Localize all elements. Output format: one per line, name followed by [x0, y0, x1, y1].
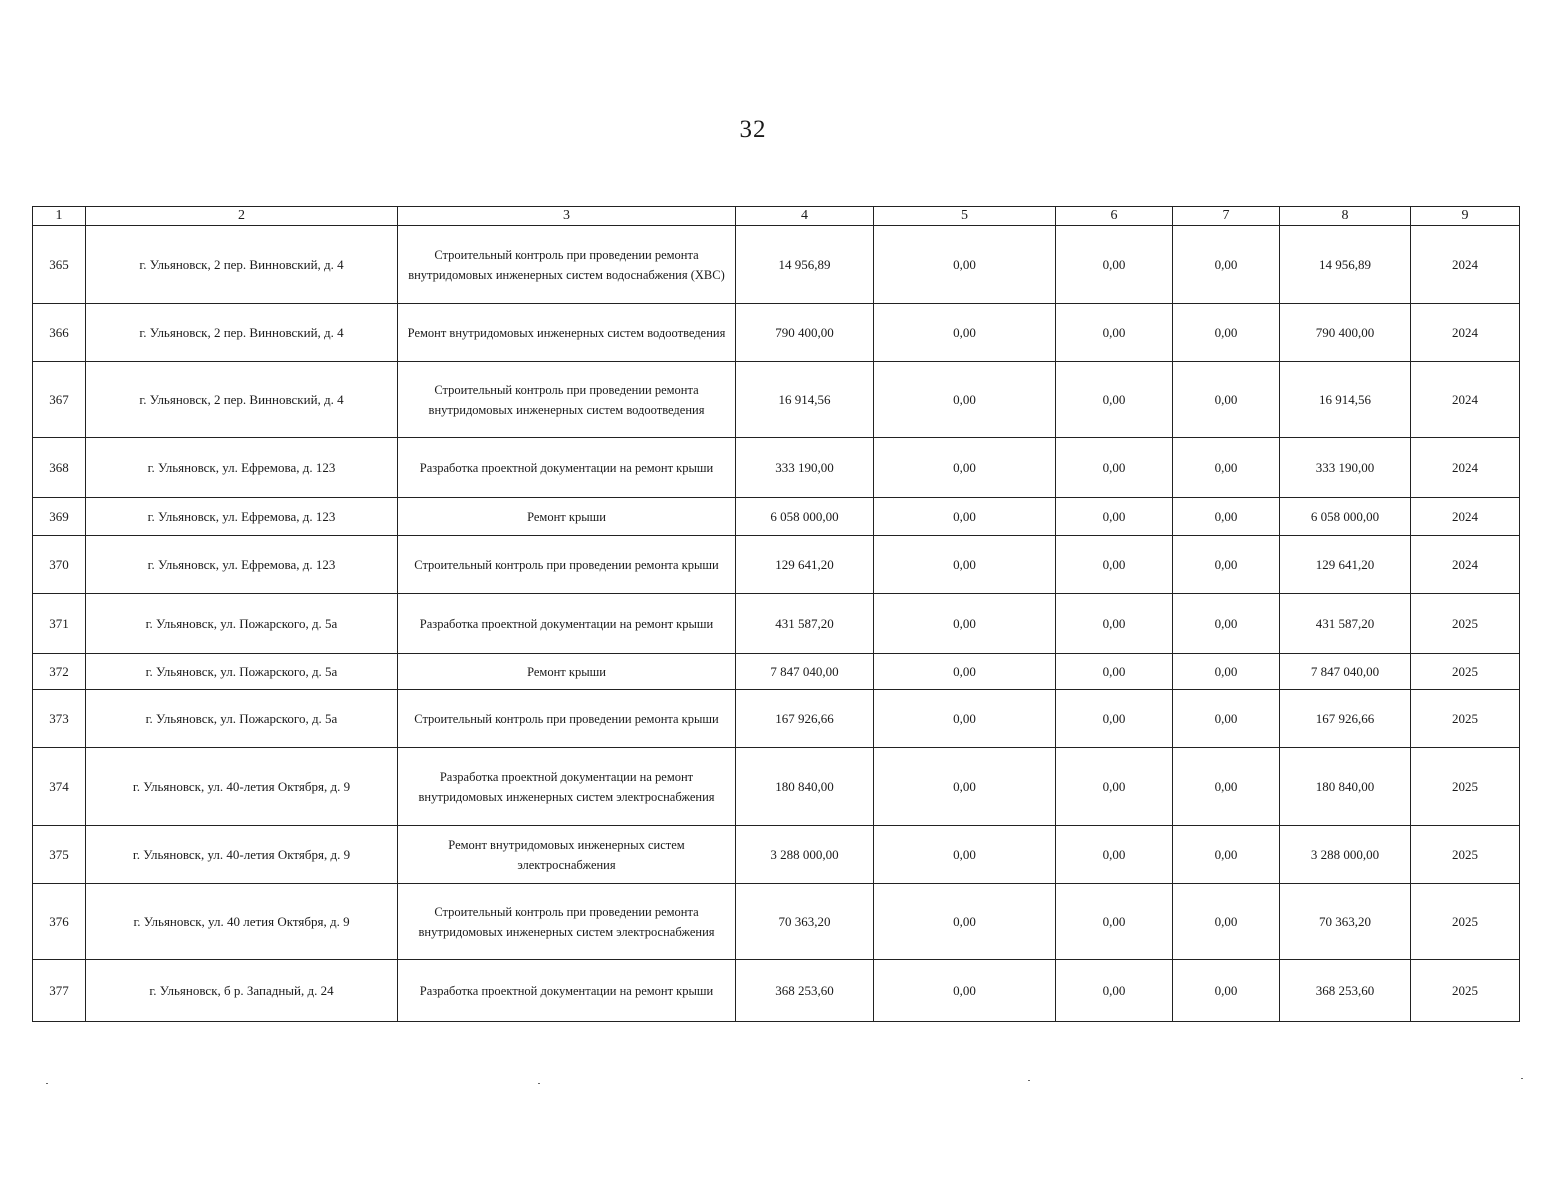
row-number: 377: [33, 960, 86, 1022]
row-amount-col4: 70 363,20: [736, 884, 874, 960]
row-amount-col8: 129 641,20: [1280, 536, 1411, 594]
row-number: 375: [33, 826, 86, 884]
row-address: г. Ульяновск, 2 пер. Винновский, д. 4: [86, 304, 398, 362]
row-amount-col8: 16 914,56: [1280, 362, 1411, 438]
row-number: 374: [33, 748, 86, 826]
row-work-type: Разработка проектной документации на ремонт внутридомовых инженерных систем электроснабжения: [398, 748, 736, 826]
row-amount-col6: 0,00: [1056, 362, 1173, 438]
column-header: 1: [33, 207, 86, 226]
row-address: г. Ульяновск, ул. Пожарского, д. 5а: [86, 594, 398, 654]
row-amount-col8: 167 926,66: [1280, 690, 1411, 748]
table-row: [33, 960, 1520, 1022]
row-amount-col5: 0,00: [874, 304, 1056, 362]
table-row: [33, 226, 1520, 304]
row-amount-col7: 0,00: [1173, 690, 1280, 748]
column-header: 5: [874, 207, 1056, 226]
column-number-row: [33, 207, 1520, 226]
row-amount-col8: 790 400,00: [1280, 304, 1411, 362]
row-year: 2025: [1411, 654, 1520, 690]
row-work-type: Ремонт крыши: [398, 498, 736, 536]
table-row: [33, 884, 1520, 960]
row-amount-col5: 0,00: [874, 884, 1056, 960]
row-address: г. Ульяновск, ул. Пожарского, д. 5а: [86, 654, 398, 690]
row-number: 370: [33, 536, 86, 594]
scan-speck: [1028, 1080, 1030, 1081]
row-amount-col5: 0,00: [874, 362, 1056, 438]
row-year: 2025: [1411, 826, 1520, 884]
table-row: [33, 594, 1520, 654]
column-header: 6: [1056, 207, 1173, 226]
row-year: 2024: [1411, 536, 1520, 594]
row-amount-col7: 0,00: [1173, 304, 1280, 362]
row-amount-col8: 70 363,20: [1280, 884, 1411, 960]
row-number: 372: [33, 654, 86, 690]
table-row: [33, 304, 1520, 362]
column-header: 7: [1173, 207, 1280, 226]
table-row: [33, 826, 1520, 884]
row-number: 371: [33, 594, 86, 654]
row-amount-col7: 0,00: [1173, 498, 1280, 536]
row-year: 2024: [1411, 226, 1520, 304]
row-year: 2024: [1411, 362, 1520, 438]
row-amount-col4: 14 956,89: [736, 226, 874, 304]
row-address: г. Ульяновск, ул. 40 летия Октября, д. 9: [86, 884, 398, 960]
row-year: 2025: [1411, 594, 1520, 654]
row-work-type: Разработка проектной документации на ремонт крыши: [398, 594, 736, 654]
column-header: 8: [1280, 207, 1411, 226]
row-address: г. Ульяновск, ул. 40-летия Октября, д. 9: [86, 826, 398, 884]
row-amount-col6: 0,00: [1056, 304, 1173, 362]
row-amount-col7: 0,00: [1173, 226, 1280, 304]
row-amount-col8: 3 288 000,00: [1280, 826, 1411, 884]
page-number: 32: [739, 116, 767, 143]
row-amount-col7: 0,00: [1173, 654, 1280, 690]
row-work-type: Ремонт внутридомовых инженерных систем электроснабжения: [398, 826, 736, 884]
row-number: 368: [33, 438, 86, 498]
row-work-type: Строительный контроль при проведении ремонта внутридомовых инженерных систем электроснабжения: [398, 884, 736, 960]
row-amount-col5: 0,00: [874, 438, 1056, 498]
table-row: [33, 498, 1520, 536]
row-number: 369: [33, 498, 86, 536]
row-address: г. Ульяновск, 2 пер. Винновский, д. 4: [86, 362, 398, 438]
row-amount-col5: 0,00: [874, 226, 1056, 304]
row-year: 2025: [1411, 884, 1520, 960]
row-amount-col4: 333 190,00: [736, 438, 874, 498]
row-address: г. Ульяновск, 2 пер. Винновский, д. 4: [86, 226, 398, 304]
table-row: [33, 690, 1520, 748]
column-header: 9: [1411, 207, 1520, 226]
row-amount-col7: 0,00: [1173, 884, 1280, 960]
row-year: 2024: [1411, 438, 1520, 498]
column-header: 2: [86, 207, 398, 226]
row-amount-col7: 0,00: [1173, 536, 1280, 594]
row-amount-col4: 431 587,20: [736, 594, 874, 654]
row-number: 376: [33, 884, 86, 960]
row-amount-col4: 790 400,00: [736, 304, 874, 362]
row-work-type: Строительный контроль при проведении ремонта крыши: [398, 536, 736, 594]
row-address: г. Ульяновск, ул. Ефремова, д. 123: [86, 498, 398, 536]
row-amount-col5: 0,00: [874, 498, 1056, 536]
table-row: [33, 654, 1520, 690]
row-work-type: Ремонт крыши: [398, 654, 736, 690]
row-amount-col8: 6 058 000,00: [1280, 498, 1411, 536]
row-amount-col4: 180 840,00: [736, 748, 874, 826]
row-address: г. Ульяновск, б р. Западный, д. 24: [86, 960, 398, 1022]
row-number: 373: [33, 690, 86, 748]
row-amount-col6: 0,00: [1056, 826, 1173, 884]
row-number: 366: [33, 304, 86, 362]
table-row: [33, 536, 1520, 594]
column-header: 4: [736, 207, 874, 226]
row-address: г. Ульяновск, ул. Пожарского, д. 5а: [86, 690, 398, 748]
row-amount-col4: 3 288 000,00: [736, 826, 874, 884]
table-row: [33, 748, 1520, 826]
row-amount-col4: 167 926,66: [736, 690, 874, 748]
row-work-type: Разработка проектной документации на ремонт крыши: [398, 438, 736, 498]
row-amount-col8: 14 956,89: [1280, 226, 1411, 304]
scan-speck: [1521, 1078, 1523, 1079]
row-amount-col6: 0,00: [1056, 654, 1173, 690]
register-table: [32, 206, 1520, 1022]
row-amount-col5: 0,00: [874, 826, 1056, 884]
row-amount-col7: 0,00: [1173, 826, 1280, 884]
row-amount-col8: 7 847 040,00: [1280, 654, 1411, 690]
row-amount-col4: 368 253,60: [736, 960, 874, 1022]
row-amount-col8: 368 253,60: [1280, 960, 1411, 1022]
row-address: г. Ульяновск, ул. Ефремова, д. 123: [86, 438, 398, 498]
row-amount-col4: 6 058 000,00: [736, 498, 874, 536]
row-amount-col8: 333 190,00: [1280, 438, 1411, 498]
row-number: 365: [33, 226, 86, 304]
row-amount-col5: 0,00: [874, 536, 1056, 594]
row-work-type: Строительный контроль при проведении ремонта внутридомовых инженерных систем водоотведения: [398, 362, 736, 438]
table-row: [33, 362, 1520, 438]
row-amount-col6: 0,00: [1056, 536, 1173, 594]
row-year: 2024: [1411, 304, 1520, 362]
row-amount-col6: 0,00: [1056, 960, 1173, 1022]
row-amount-col5: 0,00: [874, 654, 1056, 690]
row-address: г. Ульяновск, ул. Ефремова, д. 123: [86, 536, 398, 594]
row-work-type: Ремонт внутридомовых инженерных систем водоотведения: [398, 304, 736, 362]
row-address: г. Ульяновск, ул. 40-летия Октября, д. 9: [86, 748, 398, 826]
row-amount-col7: 0,00: [1173, 362, 1280, 438]
row-amount-col8: 180 840,00: [1280, 748, 1411, 826]
row-amount-col6: 0,00: [1056, 594, 1173, 654]
row-amount-col7: 0,00: [1173, 438, 1280, 498]
row-amount-col4: 16 914,56: [736, 362, 874, 438]
scan-speck: [538, 1083, 540, 1084]
row-amount-col7: 0,00: [1173, 748, 1280, 826]
row-amount-col6: 0,00: [1056, 438, 1173, 498]
row-amount-col6: 0,00: [1056, 690, 1173, 748]
row-work-type: Строительный контроль при проведении ремонта внутридомовых инженерных систем водоснабжения (ХВС): [398, 226, 736, 304]
row-amount-col7: 0,00: [1173, 960, 1280, 1022]
row-year: 2024: [1411, 498, 1520, 536]
row-amount-col4: 7 847 040,00: [736, 654, 874, 690]
row-amount-col6: 0,00: [1056, 748, 1173, 826]
row-amount-col7: 0,00: [1173, 594, 1280, 654]
row-amount-col6: 0,00: [1056, 884, 1173, 960]
row-amount-col5: 0,00: [874, 960, 1056, 1022]
row-amount-col5: 0,00: [874, 690, 1056, 748]
row-amount-col4: 129 641,20: [736, 536, 874, 594]
column-header: 3: [398, 207, 736, 226]
row-year: 2025: [1411, 748, 1520, 826]
row-number: 367: [33, 362, 86, 438]
table-row: [33, 438, 1520, 498]
row-work-type: Разработка проектной документации на ремонт крыши: [398, 960, 736, 1022]
row-amount-col6: 0,00: [1056, 498, 1173, 536]
row-year: 2025: [1411, 690, 1520, 748]
row-amount-col5: 0,00: [874, 594, 1056, 654]
row-work-type: Строительный контроль при проведении ремонта крыши: [398, 690, 736, 748]
row-amount-col8: 431 587,20: [1280, 594, 1411, 654]
row-amount-col6: 0,00: [1056, 226, 1173, 304]
row-amount-col5: 0,00: [874, 748, 1056, 826]
scan-speck: [46, 1083, 48, 1084]
row-year: 2025: [1411, 960, 1520, 1022]
